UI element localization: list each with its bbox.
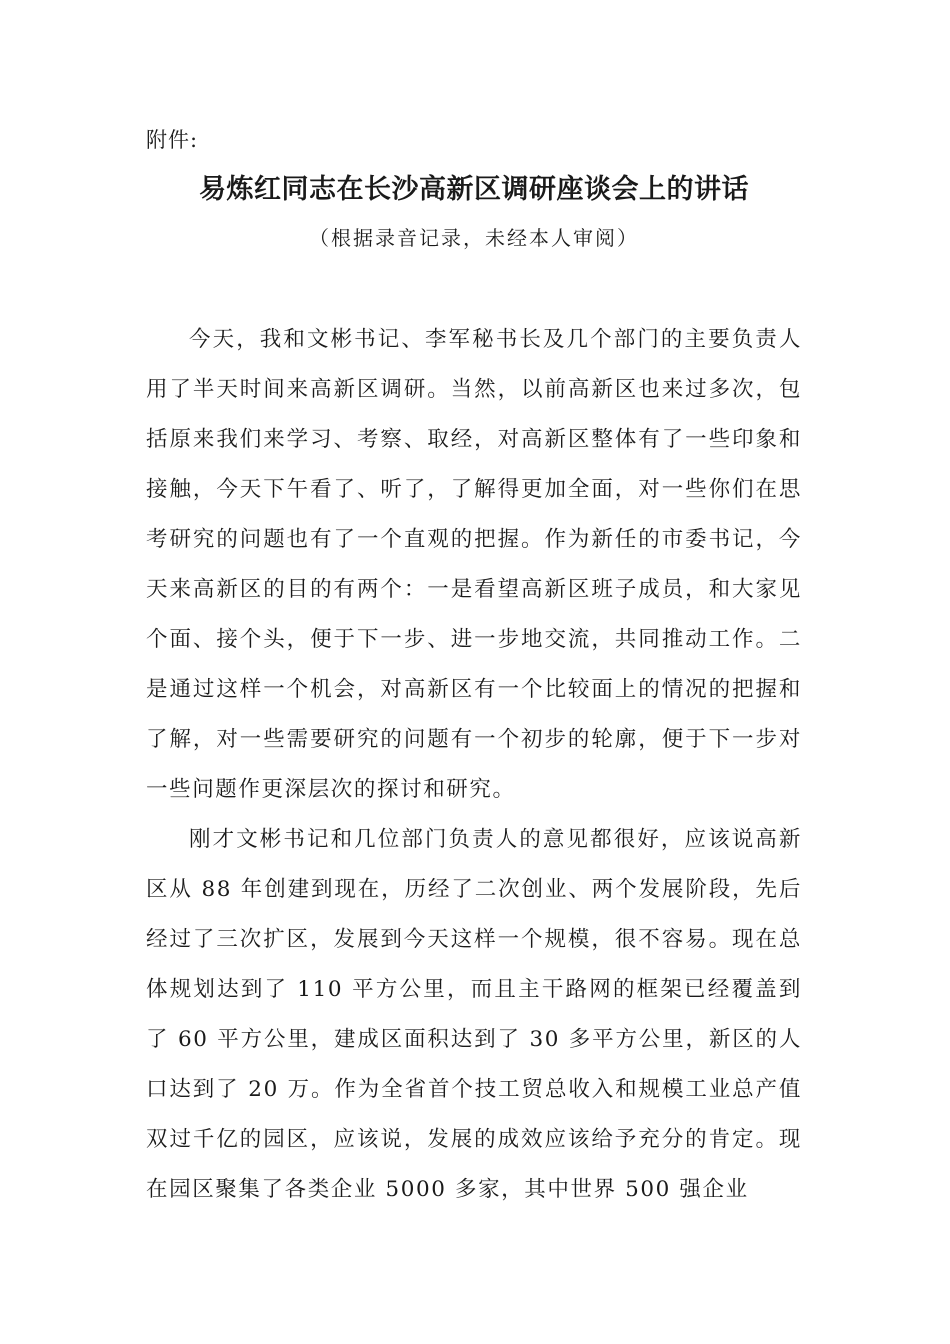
paragraph-2: 刚才文彬书记和几位部门负责人的意见都很好，应该说高新区从 88 年创建到现在，历经了二次创业、两个发展阶段，先后经过了三次扩区，发展到今天这样一个规模，很不容易。现在总体规划达到了 110 平方公里，而且主干路网的框架已经覆盖到了 60 平方公里，建成区面积达到了 30 多平方公里，新区的人口达到了 20 万。作为全省首个技工贸总收入和规模工业总产值双过千亿的园区，应该说，发展的成效应该给予充分的肯定。现在园区聚集了各类企业 5000 多家，其中世界 500 强企业	[146, 827, 802, 1202]
document-body	[146, 315, 802, 1215]
paragraph-1: 今天，我和文彬书记、李军秘书长及几个部门的主要负责人用了半天时间来高新区调研。当然，以前高新区也来过多次，包括原来我们来学习、考察、取经，对高新区整体有了一些印象和接触，今天下午看了、听了，了解得更加全面，对一些你们在思考研究的问题也有了一个直观的把握。作为新任的市委书记，今天来高新区的目的有两个：一是看望高新区班子成员，和大家见个面、接个头，便于下一步、进一步地交流，共同推动工作。二是通过这样一个机会，对高新区有一个比较面上的情况的把握和了解，对一些需要研究的问题有一个初步的轮廓，便于下一步对一些问题作更深层次的探讨和研究。	[146, 327, 802, 802]
attachment-label: 附件:	[146, 128, 199, 152]
document-subtitle: （根据录音记录，未经本人审阅）	[309, 226, 639, 250]
document-title: 易炼红同志在长沙高新区调研座谈会上的讲话	[199, 174, 749, 205]
